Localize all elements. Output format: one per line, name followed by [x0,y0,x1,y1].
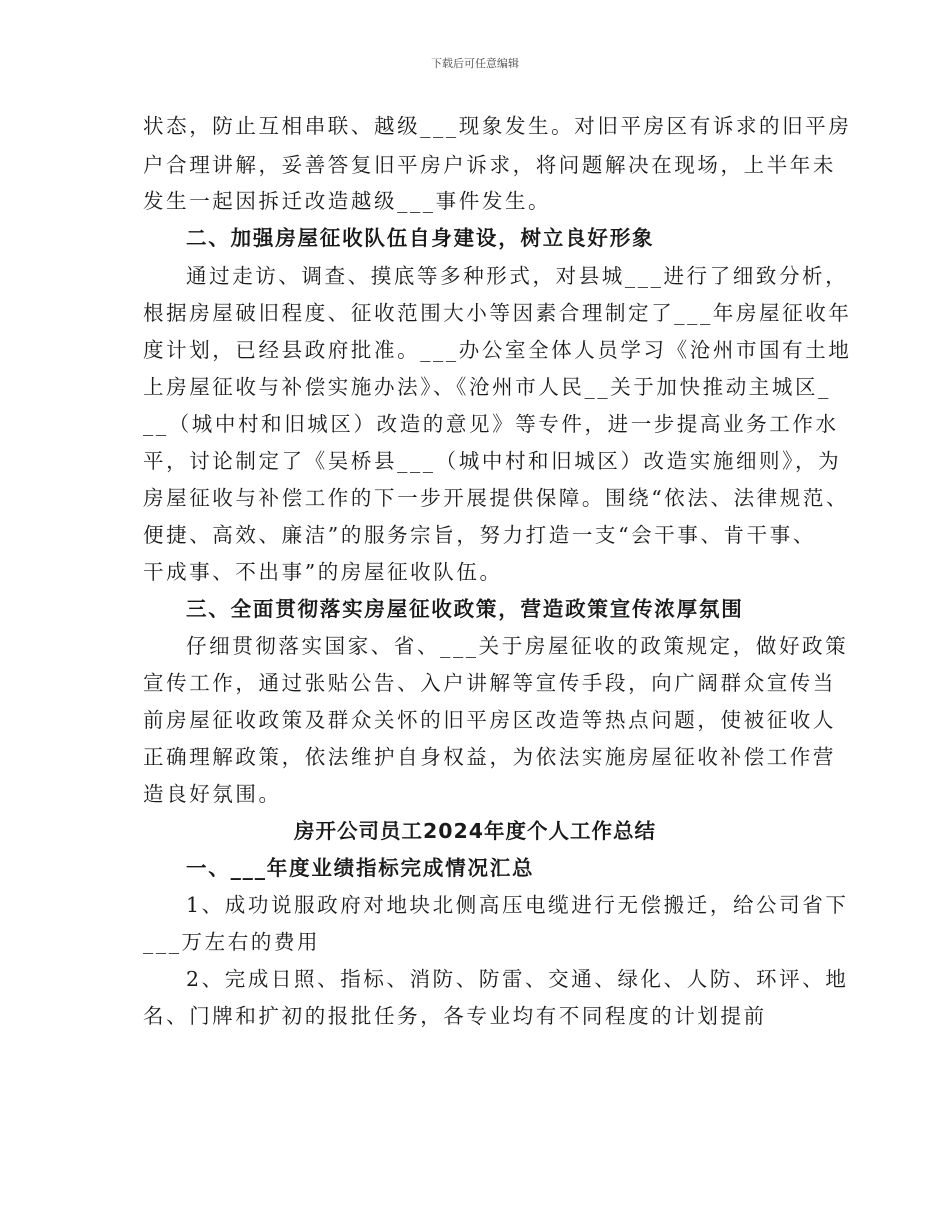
section-heading: 三、全面贯彻落实房屋征收政策，营造政策宣传浓厚氛围 [186,597,744,621]
paragraph-line: 造良好氛围。 [143,782,282,806]
paragraph-line: 通过走访、调查、摸底等多种形式，对县城___进行了细致分析， [186,264,849,288]
section-heading: 一、___年度业绩指标完成情况汇总 [186,856,535,880]
paragraph-line: 仔细贯彻落实国家、省、___关于房屋征收的政策规定，做好政策 [186,634,849,658]
paragraph-line: __（城中村和旧城区）改造的意见》等专件，进一步提高业务工作水 [143,412,839,436]
paragraph-line: 发生一起因拆迁改造越级___事件发生。 [143,189,552,213]
paragraph-line: 干成事、不出事”的房屋征收队伍。 [143,560,503,584]
paragraph-line: 状态，防止互相串联、越级___现象发生。对旧平房区有诉求的旧平房 [143,114,852,138]
paragraph-line: 宣传工作，通过张贴公告、入户讲解等宣传手段，向广阔群众宣传当 [143,671,836,695]
paragraph-line: 房屋征收与补偿工作的下一步开展提供保障。围绕“依法、法律规范、 [143,486,850,510]
paragraph-line: 正确理解政策，依法维护自身权益，为依法实施房屋征收补偿工作营 [143,745,836,769]
section-heading: 二、加强房屋征收队伍自身建设，树立良好形象 [186,226,655,250]
paragraph-line: 1、成功说服政府对地块北侧高压电缆进行无偿搬迁，给公司省下 [186,893,849,917]
paragraph-line: 便捷、高效、廉洁”的服务宗旨，努力打造一支“会干事、肯干事、 [143,523,816,547]
paragraph-line: 户合理讲解，妥善答复旧平房户诉求，将问题解决在现场，上半年未 [143,153,836,177]
paragraph-line: 2、完成日照、指标、消防、防雷、交通、绿化、人防、环评、地 [186,967,849,991]
header-note: 下载后可任意编辑 [431,57,519,70]
paragraph-line: 平，讨论制定了《吴桥县___（城中村和旧城区）改造实施细则》，为 [143,449,842,473]
document-title: 房开公司员工2024年度个人工作总结 [293,819,657,843]
paragraph-line: 前房屋征收政策及群众关怀的旧平房区改造等热点问题，使被征收人 [143,708,836,732]
paragraph-line: 名、门牌和扩初的报批任务，各专业均有不同程度的计划提前 [143,1004,767,1028]
paragraph-line: 根据房屋破旧程度、征收范围大小等因素合理制定了___年房屋征收年 [143,301,852,325]
paragraph-line: 度计划，已经县政府批准。___办公室全体人员学习《沧州市国有土地 [143,338,852,362]
paragraph-line: 上房屋征收与补偿实施办法》、《沧州市人民__关于加快推动主城区_ [143,375,831,399]
paragraph-line: ___万左右的费用 [143,930,321,954]
